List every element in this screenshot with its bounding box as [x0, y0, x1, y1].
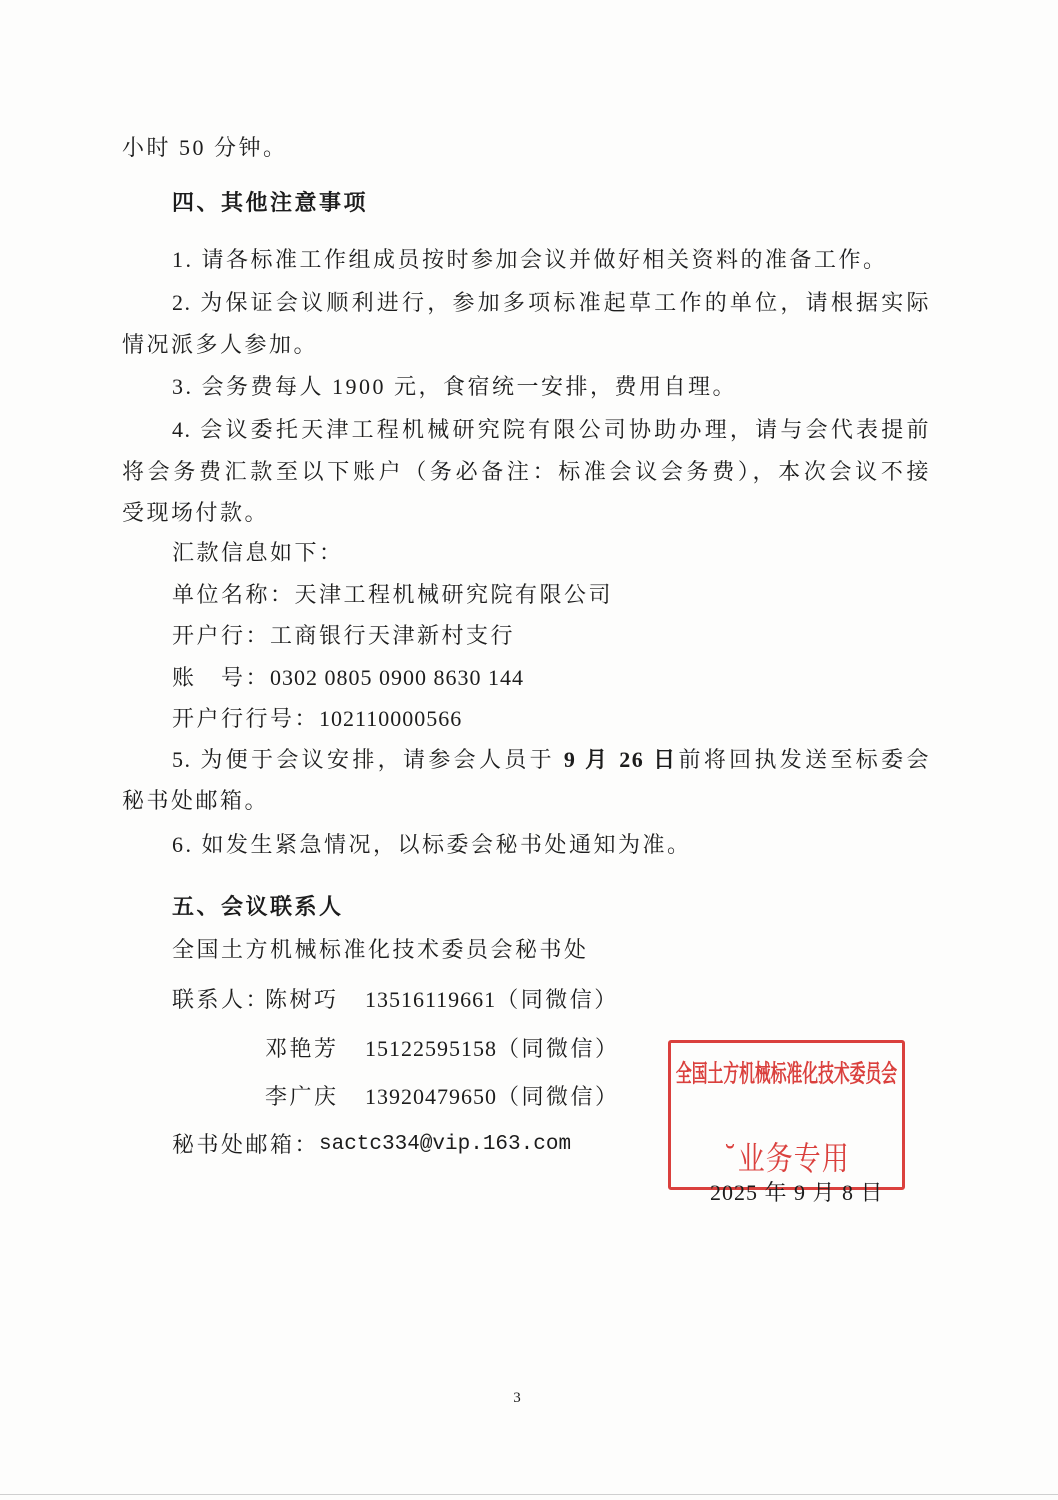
- contact-name: 李广庆: [265, 1084, 339, 1109]
- account-label: 账 号：: [172, 665, 271, 690]
- contact-note: （同微信）: [497, 1036, 620, 1061]
- contact-label: 联系人：: [172, 987, 271, 1012]
- contact-phone: 13516119661: [365, 987, 497, 1012]
- list-item-2-line-2: 情况派多人参加。: [122, 332, 319, 357]
- stamp-organization-text: 全国土方机械标准化技术委员会: [675, 1059, 898, 1088]
- list-item-5-line-2: 秘书处邮箱。: [122, 788, 270, 813]
- list-item-1: 1. 请各标准工作组成员按时参加会议并做好相关资料的准备工作。: [172, 247, 888, 272]
- list-item-4-line-1: 4. 会议委托天津工程机械研究院有限公司协助办理，请与会代表提前: [172, 417, 930, 442]
- official-stamp: [668, 1040, 905, 1190]
- contact-phone-row: [365, 1082, 620, 1112]
- contact-name: 邓艳芳: [265, 1036, 339, 1061]
- contact-phone: 13920479650: [365, 1084, 497, 1109]
- list-item-3: 3. 会务费每人 1900 元，食宿统一安排，费用自理。: [172, 374, 738, 399]
- remittance-bank-code: [172, 704, 462, 734]
- continued-text-line: 小时 50 分钟。: [122, 135, 288, 160]
- remittance-account: [172, 663, 524, 693]
- contact-name: 陈树巧: [265, 987, 339, 1012]
- email-label: 秘书处邮箱：: [172, 1132, 320, 1157]
- list-item-4-line-2: 将会务费汇款至以下账户（务必备注：标准会议会务费），本次会议不接: [122, 459, 930, 484]
- stamp-purpose-text: ˘业务专用: [723, 1140, 850, 1178]
- list-item-5-line-1: [172, 745, 930, 775]
- section-5-heading: 五、会议联系人: [172, 894, 344, 919]
- list-item-5-suffix: 前将回执发送至标委会: [678, 747, 930, 772]
- section-4-heading: 四、其他注意事项: [172, 190, 369, 215]
- remittance-intro: 汇款信息如下：: [172, 540, 344, 565]
- contact-note: （同微信）: [497, 1084, 620, 1109]
- list-item-2-line-1: 2. 为保证会议顺利进行，参加多项标准起草工作的单位，请根据实际: [172, 290, 930, 315]
- page-bottom-edge: [0, 1494, 1058, 1495]
- contact-note: （同微信）: [496, 987, 619, 1012]
- contact-phone-row: [365, 985, 619, 1015]
- secretariat-email: sactc334@vip.163.com: [319, 1133, 572, 1156]
- contact-organization: 全国土方机械标准化技术委员会秘书处: [172, 937, 589, 962]
- list-item-6: 6. 如发生紧急情况，以标委会秘书处通知为准。: [172, 832, 692, 857]
- bank-code-label: 开户行行号：: [172, 706, 320, 731]
- page-number: 3: [513, 1390, 521, 1406]
- list-item-4-line-3: 受现场付款。: [122, 500, 270, 525]
- remittance-company: 单位名称：天津工程机械研究院有限公司: [172, 582, 614, 607]
- contact-phone: 15122595158: [365, 1036, 497, 1061]
- document-date: 2025 年 9 月 8 日: [710, 1180, 884, 1205]
- deadline-date: 9 月 26 日: [563, 747, 679, 772]
- bank-code: 102110000566: [319, 706, 463, 731]
- list-item-5-prefix: 5. 为便于会议安排，请参会人员于: [172, 747, 564, 772]
- account-number: 0302 0805 0900 8630 144: [270, 665, 525, 690]
- remittance-bank: 开户行：工商银行天津新村支行: [172, 623, 516, 648]
- contact-phone-row: [365, 1034, 620, 1064]
